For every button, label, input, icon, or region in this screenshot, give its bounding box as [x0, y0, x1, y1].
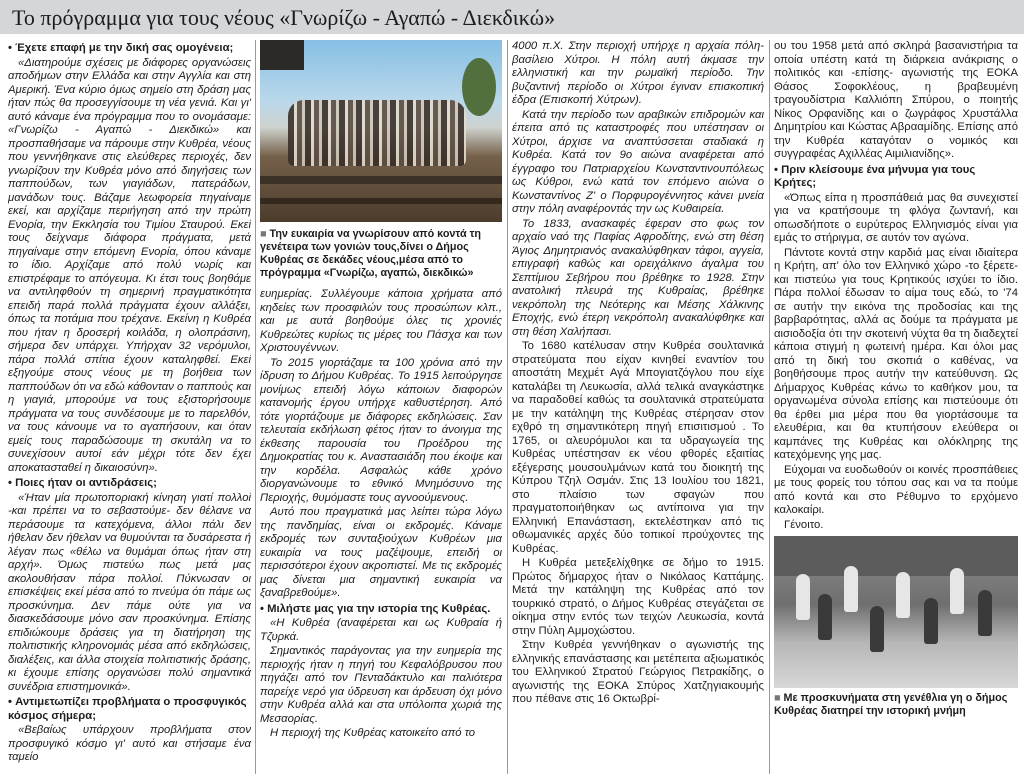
paragraph: «Ήταν μία πρωτοποριακή κίνηση γιατί πολλοί -και πρέπει να το σεβαστούμε- δεν θέλανε να περάσουμε τα κατεχόμενα, άλλοι πάλι δεν ήθελαν δεν ήθελαν να θυμούνται τα δυσάρεστα ή λέγαν πως «θέλω να θυμάμαι όπως ήταν στη αρχή». Όμως πιστεύω πως μετά μας ακολουθήσαν πάρα πολλοί. Πύκνωσαν οι επισκέψεις εκεί μέσα από το πνεύμα ότι πάμε ως προσκύνημα. Δεν πάμε ούτε για να διασκεδάσουμε μόνο σαν προσκύνημα. Επίσης επιδιώκουμε δράσεις για τη διατήρηση της πολιτιστικής κληρονομιάς μέσα από εκδηλώσεις, διαλέξεις, και άλλα στοιχεία πολιτιστικής δράσης, κι έχουμε επίσης οργανώσει πολύ σημαντικά συνέδρια επιστημονικά».: [8, 491, 251, 693]
photo-caption: ■ Την ευκαιρία να γνωρίσουν από κοντά τη γενέτειρα των γονιών τους,δίνει ο Δήμος Κυθρέας σε δεκάδες νέους,μέσα από το πρόγραμμα «Γνωρίζω, αγαπώ, διεκδικώ»: [260, 228, 502, 280]
dancers-photo: [774, 536, 1018, 688]
column-4: [774, 40, 1018, 774]
paragraph: Το 1680 κατέλυσαν στην Κυθρέα σουλτανικά στρατεύματα που είχαν κινηθεί εναντίον του αποστάτη Μεχμέτ Αγά Μπογιατζόγλου που είχε καταλάβει τη Λευκωσία, αλλά τελικά αναγκάστηκε να παραδοθεί καθώς τα σουλτανικά στρατεύματα με την κατάληψη της Κυθρέας στέρησαν στον εχθρό τη σημαντικότερη πηγή επισιτισμού . Το 1765, οι αλευρόμυλοι και τα υδραγωγεία της Κυθρέας υπέστησαν εκ νέου φθορές εξαιτίας εξέγερσης μουσουλμάνων κατά του διοικητή της Κύπρου Τζηλ Οσμάν. Στις 13 Ιουλίου του 1821, στο πλαίσιο των σφαγών που πραγματοποιήθηκαν ως αντίποινα για την Ελληνική Επανάσταση, εκτελέστηκαν από τις οθωμανικές αρχές δύο τοπικοί προύχοντες της Κυθρέας.: [512, 340, 764, 555]
column-4-text: [774, 40, 1018, 532]
column-divider: [769, 40, 770, 774]
paragraph: «Διατηρούμε σχέσεις με διάφορες οργανώσεις αποδήμων στην Ελλάδα και στην Αγγλία και στη Αμερική. Ένα κύριο όμως σημείο στη δράση μας ήταν πώς θα προσεγγίσουμε τη νέα γενιά. Και γι' αυτό κάναμε ένα πρόγραμμα που το ονομάσαμε: «Γνωρίζω - Αγαπώ - Διεκδικώ» και προσπαθήσαμε να πάρουμε στην Κυθρέα, νέους που γεννήθηκανε στις ελεύθερες περιοχές, δεν γνωρίζουν την Κυθρέα μόνο από διηγήσεις των παππούδων, των γιαγιάδων, πατεράδων, μανάδων τους. Βάζαμε λεωφορεία πηγαίναμε εκεί, και αρχίζαμε περιήγηση από την πρώτη Ενορία, την Εκκλησία του Τιμίου Σταυρού. Εκεί τους δείχναμε διάφορα πράγματα, μετά πηγαίναμε στην επόμενη Ενορία, όπου κάναμε το ίδιο. Αρχίζαμε από πολύ νωρίς και επιστρέφαμε το απόγευμα. Κι έτσι τους βοηθάμε να αντιληφθούν τη σημερινή πραγματικότητα επειδή παρά πολλά πράγματα έχουν αλλάξει, όπως τα ποτάμια που τρέχανε. Εκείνη η Κυθρέα που ήταν η δροσερή κοιλάδα, η ολοπράσινη, σήμερα δεν υπάρχει. Υπήρχαν 32 νερόμυλοι, πάρα πολλά σπίτια έχουν καταληφθεί. Εκεί εξηγούμε στους νέους με τη βοήθεια των παππούδων ότι να εδώ κάθονταν ο παππούς και η γιαγιά, μπορούμε να τους εξιστορήσουμε πράγματα να τους συνδέσουμε με το παρελθόν, να τους κάνουμε να το αγαπήσουν, και όταν εμείς τους παραδώσουμε τη σκυτάλη να το συνεχίσουν αυτοί εάν μέχρι τότε δεν έχει αποκατασταθεί η δικαιοσύνη».: [8, 56, 251, 474]
paragraph: Το 1833, ανασκαφές έφεραν στο φως τον αρχαίο ναό της Παφίας Αφροδίτης, ενώ στη θέση Άγιος Δημητριανός ανακαλύφθηκαν τάφοι, αγγεία, επιγραφή καθώς και ορειχάλκινο άγαλμα του Σεπτίμιου Σεβήρου που βρέθηκε το 1928. Στην ανατολική πλευρά της Κυθραίας, βρέθηκε νεκρόπολη της Νεότερης και Μέσης Χάλκινης Εποχής, ενώ έτερη νεκρόπολη ανακαλύφθηκε και στη θέση Χαλήπασι.: [512, 217, 764, 338]
paragraph: Σημαντικός παράγοντας για την ευημερία της περιοχής ήταν η πηγή του Κεφαλόβρυσου που πηγάζει από τον Πενταδάκτυλο και παλιότερα παρείχε νερό για ύδρευση και άρδευση όχι μόνο στην Κυθρέα αλλά και στα υπόλοιπα χωριά της Μεσαορίας.: [260, 645, 502, 725]
paragraph: 4000 π.Χ. Στην περιοχή υπήρχε η αρχαία πόλη-βασίλειο Χύτροι. Η πόλη αυτή άκμασε την ελληνιστική και την ρωμαϊκή περίοδο. Την βυζαντινή περίοδο οι Χύτροι έγιναν επισκοπική έδρα (Επισκοπή Χύτρων).: [512, 40, 764, 106]
subheading: • Έχετε επαφή με την δική σας ομογένεια;: [8, 42, 251, 56]
paragraph: Αυτό που πραγματικά μας λείπει τώρα λόγω της πανδημίας, είναι οι εκδρομές. Κάναμε εκδρομές των συνταξιούχων Κυθρέων μια ευκαιρία να τους μαζέψουμε, επειδή οι περισσότεροι έχουν ακροπιστεί. Με τις εκδρομές μας δίνεται μια σημαντική ευκαιρία να ξαναβρεθούμε».: [260, 506, 502, 599]
paragraph: Το 2015 γιορτάζαμε τα 100 χρόνια από την ίδρυση το Δήμου Κυθρέας. Το 1915 λειτούργησε μονίμως επειδή λόγω κάποιων διαφορών κατανομής έργου υπήρχε καθυστέρηση. Από τότε γιορτάζουμε με διάφορες εκδηλώσεις. Σαν τελευταία εκδήλωση φέτος ήταν το άνοιγμα της έκθεσης παρουσία του Προέδρου της Δημοκρατίας του κ. Αναστασιάδη που έκοψε και την κορδέλα. Ασφαλώς κάθε χρόνο διοργανώνουμε το εθνικό Μνημόσυνο της Περιοχής, θυμόμαστε τους αγνοούμενους.: [260, 356, 502, 504]
column-divider: [255, 40, 256, 774]
paragraph: Πάντοτε κοντά στην καρδιά μας είναι ιδιαίτερα η Κρήτη, απ' όλο τον Ελληνικό χώρο -το ξέρετε- και πιστεύω για τους Κρητικούς ισχύει το ίδιο. Πάρα πολλοί έδωσαν το αίμα τους εδώ, το '74 σε αυτήν την εικόνα της προδοσίας και της βαρβαρότητας, αλλά ας δούμε τα πράγματα με αισιοδοξία ότι την σκοτεινή νύχτα θα τη διαδεχτεί κάποια στιγμή η φωτεινή ημέρα. Και όλοι μας από τη δική του σκοπιά ο καθένας, να βοηθήσουμε προς αυτήν την κατεύθυνση. Ως Δήμαρχος Κυθρέας κάνω το καθήκον μου, τα οργανωμένα σύνολα επίσης και πιστεύουμε ότι θα έρθει μια μέρα που θα γιορτάσουμε τα ελευθέρια, και θα κτυπήσουν ελεύθερα οι καμπάνες της Κυθρέας και ολόκληρης της κατεχόμενης γης μας.: [774, 246, 1018, 461]
column-divider: [507, 40, 508, 774]
paragraph: Εύχομαι να ευοδωθούν οι κοινές προσπάθειες με τους φορείς του τόπου σας και να τα πούμε από κοντά και στο Ρέθυμνο το ερχόμενο καλοκαίρι.: [774, 463, 1018, 516]
paragraph: Κατά την περίοδο των αραβικών επιδρομών και έπειτα από τις καταστροφές που υπέστησαν οι Χύτροι, άρχισε να αναπτύσσεται σταδιακά η Κυθρέα. Κατά τον 9ο αιώνα αναφέρεται από έγγραφο του Πατριαρχείου Κωνσταντινουπόλεως ως Κύθροι, ενώ κατά τον επόμενο αιώνα ο Κωνσταντίνος Ζ' ο Πορφυρογέννητος κάνει μνεία στην πόλη αναφέροντάς την ως Κυθαιρεία.: [512, 108, 764, 215]
photo-caption: ■ Με προσκυνήματα στη γενέθλια γη ο δήμος Κυθρέας διατηρεί την ιστορική μνήμη: [774, 692, 1018, 718]
article-title: Το πρόγραμμα για τους νέους «Γνωρίζω - Αγαπώ - Διεκδικώ»: [0, 0, 1024, 34]
paragraph: Η περιοχή της Κυθρέας κατοικείτο από το: [270, 727, 476, 739]
paragraph: «Όπως είπα η προσπάθειά μας θα συνεχιστεί για να κρατήσουμε τη φλόγα ζωντανή, και οπωσδήποτε ο ευρύτερος Ελληνισμός είναι για εμάς το στήριγμα, σε αυτόν τον αγώνα.: [774, 191, 1018, 244]
paragraph: Γένοιτο.: [784, 518, 824, 531]
subheading: • Πριν κλείσουμε ένα μήνυμα για τους Κρήτες;: [774, 164, 1018, 191]
column-2-text: [260, 288, 502, 741]
paragraph: «Βεβαίως υπάρχουν προβλήματα στον προσφυγικό κόσμο γι' αυτό και στήσαμε ένα ταμείο: [8, 724, 251, 763]
paragraph: ου του 1958 μετά από σκληρά βασανιστήρια τα οποία υπέστη κατά τη διάρκεια ανάκρισης ο πολιτικός και -επίσης- αγωνιστής της ΕΟΚΑ Θάσος Σοφοκλέους, η βραβευμένη τραγουδίστρια Καλλιόπη Σπύρου, ο ποιητής Νίκος Ορφανίδης και ο ζωγράφος Χρυστάλλα Δημητρίου και Κώστας Αβρααμίδης. Επίσης από την Κυθρέα καταγόταν ο νομικός και συγγραφέας Αχιλλέας Αιμιλιανίδης».: [774, 40, 1018, 160]
subheading: • Αντιμετωπίζει προβλήματα ο προσφυγικός κόσμος σήμερα;: [8, 696, 251, 723]
subheading: • Ποιες ήταν οι αντιδράσεις;: [8, 477, 251, 491]
paragraph: Στην Κυθρέα γεννήθηκαν ο αγωνιστής της ελληνικής επανάστασης και μετέπειτα αξιωματικός του Ελληνικού Στρατού Γεώργιος Πετρακίδης, ο αγωνιστής της ΕΟΚΑ Σπύρος Χατζηγιακουμής που πέθανε στις 16 Οκτωβρί-: [512, 639, 764, 705]
paragraph: Η Κυθρέα μετεξελίχθηκε σε δήμο το 1915. Πρώτος δήμαρχος ήταν ο Νικόλαος Καττάμης. Μετά την κατάληψη της Κυθρέας από τον τουρκικό στρατό, ο Δήμος Κυθρέας στεγάζεται σε οίκημα στην εντός των τειχών Λευκωσία, κοντά στην Πύλη Αμμοχώστου.: [512, 557, 764, 637]
youth-group-photo: [260, 40, 502, 222]
paragraph: ευημερίας. Συλλέγουμε κάποια χρήματα από κηδείες των προσφιλών τους προσώπων κλπ., και με αυτά βοηθούμε όλες τις χρονιές Κυθρεώτες κυρίως τις μέρες του Πάσχα και των Χριστουγέννων.: [260, 288, 502, 354]
column-2: [260, 40, 502, 774]
subheading: • Μιλήστε μας για την ιστορία της Κυθρέας.: [260, 603, 502, 617]
paragraph: «Η Κυθρέα (αναφέρεται και ως Κυθραία ή Τζυρκά.: [260, 617, 502, 643]
column-3: [512, 40, 764, 774]
column-1: [8, 40, 251, 774]
